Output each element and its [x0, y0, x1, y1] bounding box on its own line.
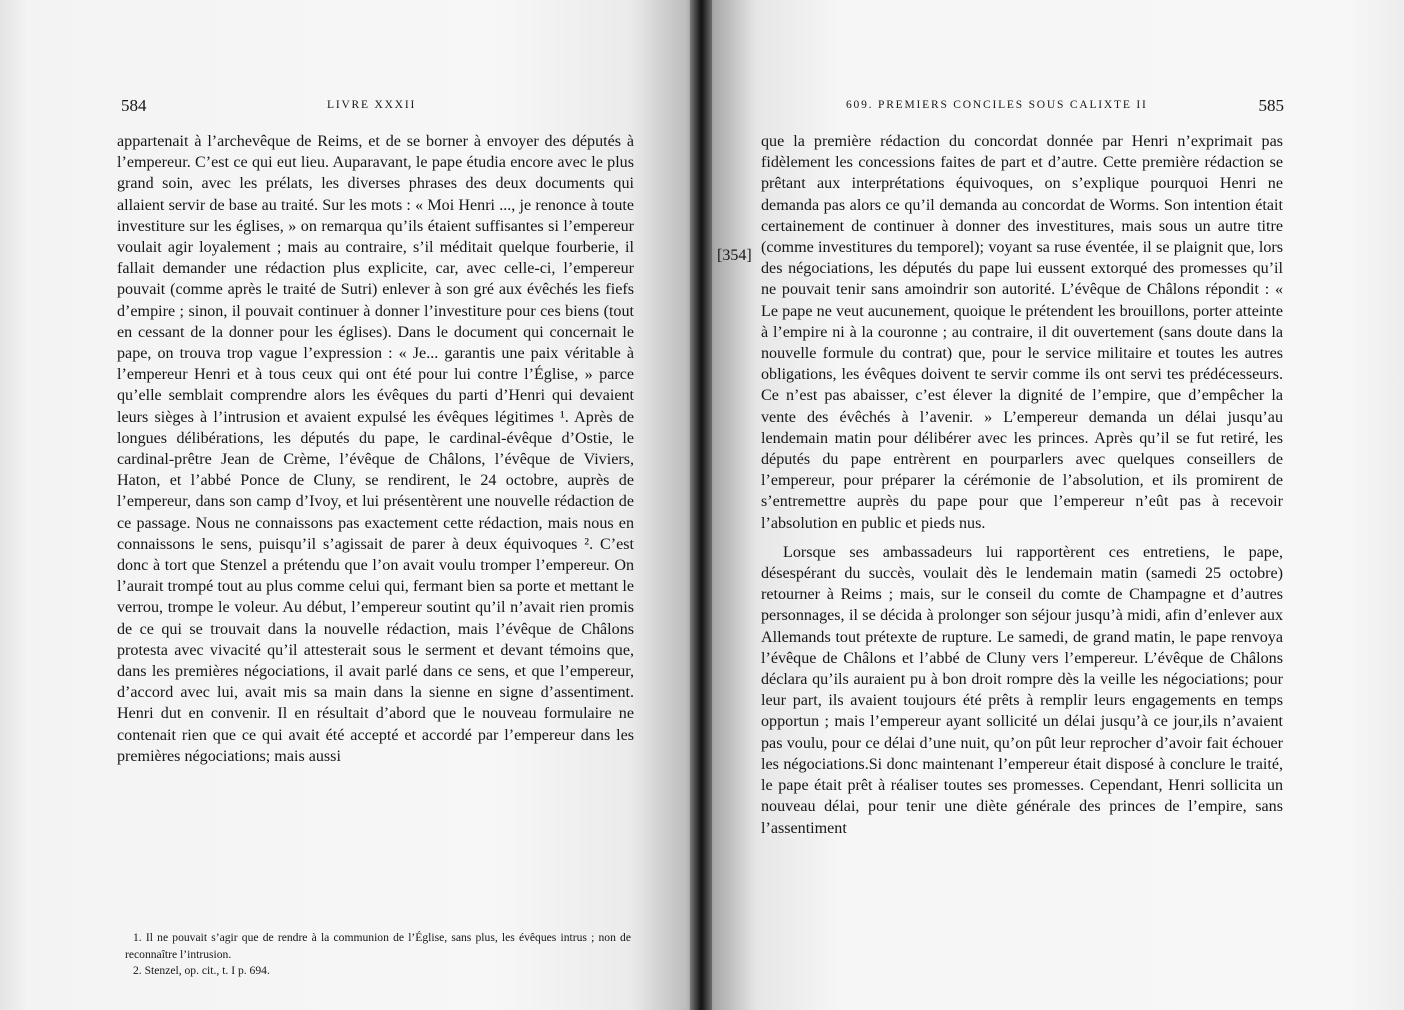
- page-number-right: 585: [1258, 96, 1284, 115]
- running-head-left: LIVRE XXXII: [327, 99, 417, 111]
- left-page-header: [121, 96, 633, 120]
- page-number-left: 584: [121, 96, 147, 115]
- running-head-right: 609. PREMIERS CONCILES SOUS CALIXTE II: [846, 99, 1148, 111]
- body-paragraph-1: que la première rédaction du concordat donnée par Henri n’exprimait pas fidèlement les concessions faites de part et d’autre. Cette première rédaction se prêtant aux interprétations équivoques, on s’explique pourquoi Henri ne demanda pas alors ce qu’il demanda au concordat de Worms. Son intention était certainement de continuer à donner des investitures, mais sous un autre titre (comme investitures du temporel); voyant sa ruse éventée, il se plaignit que, lors des négociations, les députés du pape lui eussent extorqué des promesses qu’il ne pouvait tenir sans amoindrir son autorité. L’évêque de Châlons répondit : « Le pape ne veut aucunement, quoique le prétendent les brouillons, porter atteinte à l’empire ni à la couronne ; au contraire, il dit ouvertement (sans doute dans la nouvelle formule du contrat) que, pour le service militaire et toutes les autres obligations, les évêques doivent te servir comme ils ont servi tes prédécesseurs. Ce n’est pas abaisser, c’est élever la dignité de l’empire, que d’empêcher la vente des évêchés à l’avenir. » L’empereur demanda un délai jusqu’au lendemain matin pour délibérer avec les princes. Après qu’il se fut retiré, les députés du pape entrèrent en pourparlers avec quelques conseillers de l’empereur, pour préparer la cérémonie de l’absolution, et ils promirent de s’entremettre auprès du pape pour que l’empereur n’eût pas à recevoir l’absolution en public et pieds nus.: [761, 133, 1283, 532]
- body-paragraph: appartenait à l’archevêque de Reims, et de se borner à envoyer des députés à l’empereur. C’est ce qui eut lieu. Auparavant, le pape étudia encore avec le plus grand soin, avec les prélats, les diverses phrases des deux documents qui allaient servir de base au traité. Sur les mots : « Moi Henri ..., je renonce à toute investiture sur les églises, » on remarqua qu’ils étaient suffisantes si l’empereur voulait agir loyalement ; mais au contraire, s’il méditait quelque fourberie, il fallait demander une rédaction plus explicite, car, avec celle-ci, l’empereur pouvait (comme après le traité de Sutri) enlever à son gré aux évêchés les fiefs d’empire ; sinon, il pouvait continuer à donner l’investiture pour ces biens (tout en cessant de la donner pour les églises). Dans le document qui concernait le pape, on trouva trop vague l’expression : « Je... garantis une paix véritable à l’empereur Henri et à tous ceux qui ont été pour lui contre l’Église, » parce qu’elle semblait comprendre alors les évêques du parti d’Henri qui devaient leurs sièges à l’intrusion et avaient expulsé les évêques légitimes ¹. Après de longues délibérations, les députés du pape, le cardinal-évêque d’Ostie, le cardinal-prêtre Jean de Crème, l’évêque de Châlons, l’évêque de Viviers, Haton, et l’abbé Ponce de Cluny, se rendirent, le 24 octobre, auprès de l’empereur, dans son camp d’Ivoy, et lui présentèrent une nouvelle rédaction de ce passage. Nous ne connaissons pas exactement cette rédaction, mais nous en connaissons le sens, puisqu’il s’agissait de parer à deux équivoques ². C’est donc à tort que Stenzel a prétendu que l’on avait voulu tromper l’empereur. On l’aurait trompé tout au plus comme celui qui, fermant bien sa porte et mettant le verrou, trompe le voleur. Au début, l’empereur soutint qu’il n’avait rien promis de ce qui se trouvait dans la nouvelle rédaction, mais l’évêque de Châlons protesta avec vivacité qu’il attesterait sous le serment et devant témoins que, dans les premières négociations, il avait parlé dans ce sens, et que l’empereur, d’accord avec lui, avait mis sa main dans la sienne en signe d’assentiment. Henri dut en convenir. Il en résultait d’abord que le nouveau formulaire ne contenait rien que ce qui avait été accepté et accordé par l’empereur dans les premières négociations; mais aussi: [117, 133, 634, 765]
- right-page: [700, 0, 1404, 1010]
- left-page-body: [117, 131, 634, 767]
- footnote-1: 1. Il ne pouvait s’agir que de rendre à la communion de l’Église, sans plus, les évêques intrus ; non de reconnaître l’intrusion.: [125, 931, 631, 961]
- right-page-header: [846, 96, 1284, 120]
- margin-page-marker: [354]: [717, 247, 752, 264]
- book-gutter: [690, 0, 712, 1010]
- body-paragraph-2: Lorsque ses ambassadeurs lui rapportèrent ces entretiens, le pape, désespérant du succès, voulait dès le lendemain matin (samedi 25 octobre) retourner à Reims ; mais, sur le conseil du comte de Champagne et d’autres personnages, il se décida à prolonger son séjour jusqu’à midi, afin d’enlever aux Allemands tout prétexte de rupture. Le samedi, de grand matin, le pape renvoya l’évêque de Châlons et l’abbé de Cluny vers l’empereur. L’évêque de Châlons déclara qu’ils auraient pu à bon droit rompre dès la veille les négociations; pour leur part, ils avaient toujours été prêts à remplir leurs engagements en temps opportun ; mais l’empereur ayant sollicité un délai jusqu’à ce jour,ils n’avaient pas voulu, pour ce délai d’une nuit, qu’on pût leur reprocher d’avoir fait échouer les négociations.Si donc maintenant l’empereur était disposé à conclure le traité, le pape était prêt à réaliser toutes ses promesses. Cependant, Henri sollicita un nouveau délai, pour tenir une diète générale des princes de l’empire, sans l’assentiment: [761, 543, 1283, 837]
- footnote-2: 2. Stenzel, op. cit., t. I p. 694.: [133, 964, 270, 977]
- left-page: [0, 0, 700, 1010]
- right-page-body: [761, 131, 1283, 839]
- footnotes: [125, 930, 631, 980]
